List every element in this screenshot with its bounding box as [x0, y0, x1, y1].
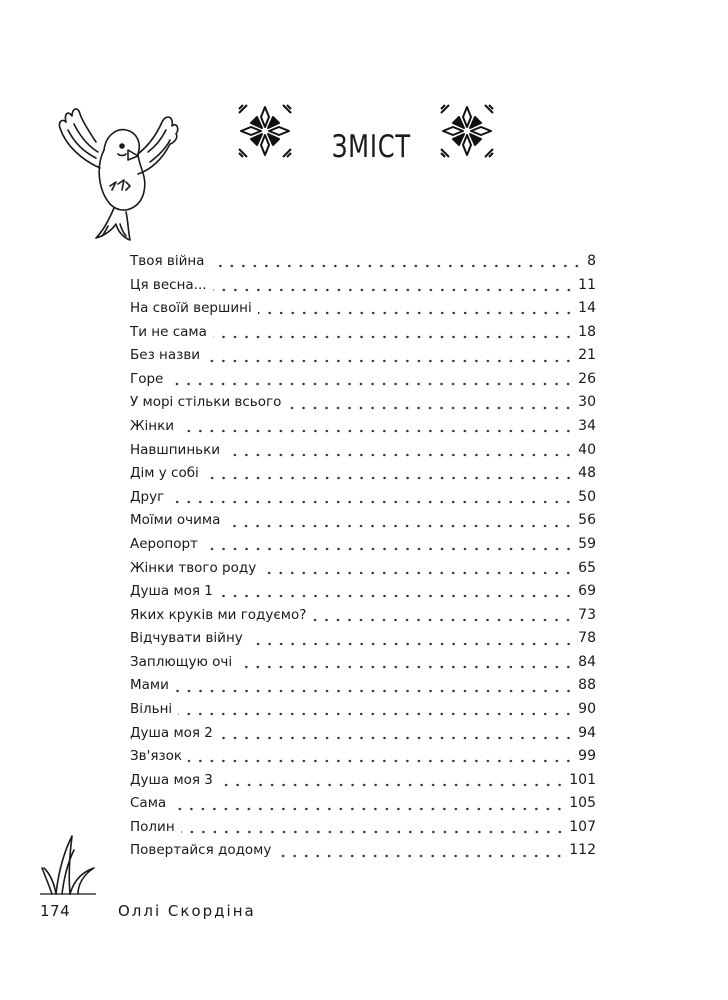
- toc-entry-title: Сама: [130, 795, 167, 812]
- toc-entry-page: 11: [578, 276, 596, 293]
- snowflake-ornament-right-icon: [436, 100, 498, 162]
- toc-entry: [130, 627, 596, 651]
- dot-leader: [169, 382, 574, 386]
- toc-entry: [130, 368, 596, 392]
- toc-entry-page: 30: [578, 394, 596, 411]
- toc-entry-title: Ти не сама: [130, 323, 207, 340]
- dot-leader: [175, 689, 574, 693]
- toc-entry: [130, 722, 596, 746]
- toc-entry-page: 21: [578, 347, 596, 364]
- toc-entry: [130, 391, 596, 415]
- toc-entry-title: Душа моя 1: [130, 583, 213, 600]
- toc-entry: [130, 321, 596, 345]
- toc-entry: [130, 344, 596, 368]
- toc-entry-title: Душа моя 2: [130, 724, 213, 741]
- toc-entry-page: 73: [578, 606, 596, 623]
- toc-entry-title: Навшпиньки: [130, 441, 221, 458]
- bird-illustration-icon: [52, 90, 180, 244]
- toc-entry: [130, 674, 596, 698]
- dot-leader: [287, 406, 574, 410]
- toc-entry: [130, 698, 596, 722]
- toc-entry-title: Горе: [130, 370, 164, 387]
- toc-entry: [130, 509, 596, 533]
- toc-entry-title: Заплющую очі: [130, 653, 233, 670]
- dot-leader: [219, 783, 565, 787]
- toc-entry-page: 88: [578, 677, 596, 694]
- toc-entry-page: 78: [578, 630, 596, 647]
- toc-entry-page: 105: [569, 795, 596, 812]
- toc-entry-title: Дім у собі: [130, 465, 199, 482]
- dot-leader: [219, 594, 574, 598]
- dot-leader: [277, 854, 565, 858]
- toc-entry-title: На своїй вершині: [130, 300, 252, 317]
- toc-entry: [130, 580, 596, 604]
- dot-leader: [226, 453, 574, 457]
- dot-leader: [312, 618, 574, 622]
- toc-entry-page: 40: [578, 441, 596, 458]
- toc-entry: [130, 415, 596, 439]
- toc-entry-title: Ця весна...: [130, 276, 207, 293]
- dot-leader: [205, 476, 574, 480]
- running-footer-author: Оллі Скордіна: [118, 902, 256, 920]
- dot-leader: [180, 429, 574, 433]
- toc-entry-page: 69: [578, 583, 596, 600]
- toc-entry-title: Яких круків ми годуємо?: [130, 606, 307, 623]
- dot-leader: [213, 335, 574, 339]
- toc-entry: [130, 769, 596, 793]
- dot-leader: [210, 264, 583, 268]
- toc-entry: [130, 297, 596, 321]
- toc-entry-page: 18: [578, 323, 596, 340]
- toc-entry: [130, 745, 596, 769]
- dot-leader: [172, 807, 565, 811]
- dot-leader: [238, 665, 574, 669]
- toc-entry: [130, 816, 596, 840]
- dot-leader: [219, 736, 574, 740]
- toc-entry: [130, 839, 596, 863]
- toc-entry-title: Жінки: [130, 418, 175, 435]
- toc-entry-page: 94: [578, 724, 596, 741]
- toc-entry: [130, 462, 596, 486]
- toc-entry: [130, 486, 596, 510]
- dot-leader: [249, 642, 574, 646]
- toc-entry-page: 59: [578, 535, 596, 552]
- dot-leader: [258, 311, 574, 315]
- toc-entry-page: 84: [578, 653, 596, 670]
- dot-leader: [188, 759, 574, 763]
- dot-leader: [178, 712, 574, 716]
- dot-leader: [262, 571, 574, 575]
- toc-entry: [130, 439, 596, 463]
- toc-entry-page: 99: [578, 748, 596, 765]
- dot-leader: [213, 288, 575, 292]
- toc-entry: [130, 651, 596, 675]
- dot-leader: [204, 547, 574, 551]
- toc-entry-page: 107: [569, 818, 596, 835]
- toc-entry-page: 48: [578, 465, 596, 482]
- page-title: ЗМІСТ: [331, 128, 411, 165]
- toc-entry-title: Відчувати війну: [130, 630, 243, 647]
- dot-leader: [226, 524, 574, 528]
- toc-entry: [130, 250, 596, 274]
- toc-entry-page: 112: [569, 842, 596, 859]
- toc-entry-title: Полин: [130, 818, 175, 835]
- toc-entry-title: Жінки твого роду: [130, 559, 257, 576]
- toc-entry-page: 101: [569, 771, 596, 788]
- toc-entry-title: Повертайся додому: [130, 842, 272, 859]
- toc-entry-page: 65: [578, 559, 596, 576]
- toc-entry-title: У морі стільки всього: [130, 394, 282, 411]
- toc-entry-title: Твоя війна: [130, 253, 205, 269]
- toc-entry-page: 90: [578, 700, 596, 717]
- toc-entry-page: 34: [578, 418, 596, 435]
- toc-entry-title: Вільні: [130, 700, 173, 717]
- toc-entry-title: Моїми очима: [130, 512, 221, 529]
- toc-entry-page: 8: [587, 253, 596, 269]
- toc-entry-page: 50: [578, 488, 596, 505]
- page-number: 174: [40, 902, 71, 920]
- dot-leader: [206, 359, 574, 363]
- toc-entry-page: 56: [578, 512, 596, 529]
- toc-entry-title: Мами: [130, 677, 169, 694]
- toc-entry-title: Зв'язок: [130, 748, 183, 765]
- toc-entry-title: Без назви: [130, 347, 201, 364]
- dot-leader: [170, 500, 574, 504]
- snowflake-ornament-left-icon: [234, 100, 296, 162]
- toc-entry: [130, 533, 596, 557]
- toc-entry-page: 14: [578, 300, 596, 317]
- toc-entry: [130, 604, 596, 628]
- grass-tuft-icon: [40, 828, 96, 900]
- toc-entry-title: Аеропорт: [130, 535, 198, 552]
- dot-leader: [181, 830, 566, 834]
- toc-entry: [130, 274, 596, 298]
- toc-entry-title: Душа моя 3: [130, 771, 213, 788]
- toc-entry: [130, 557, 596, 581]
- toc-entry-page: 26: [578, 370, 596, 387]
- toc-entry: [130, 792, 596, 816]
- toc-entry-title: Друг: [130, 488, 165, 505]
- table-of-contents: [130, 250, 596, 863]
